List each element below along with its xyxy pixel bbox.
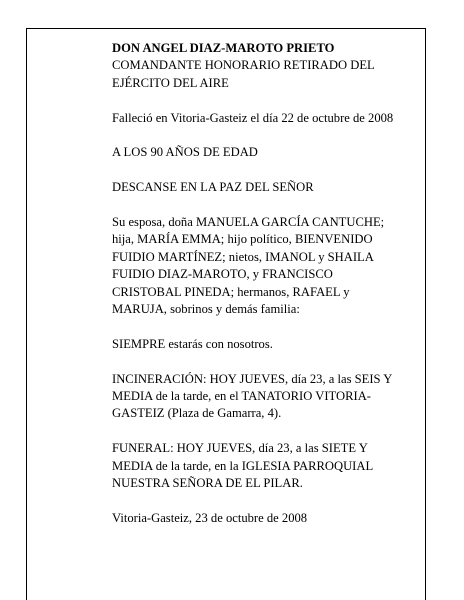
family-line: FUIDIO MARTÍNEZ; nietos, IMANOL y SHAILA [112, 249, 374, 264]
rip-text: DESCANSE EN LA PAZ DEL SEÑOR [112, 180, 314, 195]
cremation-line: MEDIA de la tarde, en el TANATORIO VITORIA- [112, 389, 371, 404]
dateline [112, 510, 412, 527]
funeral-paragraph [112, 440, 412, 492]
rip-statement [112, 179, 412, 196]
death-statement [112, 110, 412, 127]
family-line: CRISTOBAL PINEDA; hermanos, RAFAEL y [112, 284, 350, 299]
cremation-paragraph [112, 371, 412, 423]
family-line: Su esposa, doña MANUELA GARCÍA CANTUCHE; [112, 215, 385, 229]
dateline-text: Vitoria-Gasteiz, 23 de octubre de 2008 [112, 510, 308, 525]
family-line: FUIDIO DIAZ-MAROTO, y FRANCISCO [112, 267, 333, 282]
family-paragraph [112, 214, 412, 318]
funeral-line: MEDIA de la tarde, en la IGLESIA PARROQUIAL [112, 458, 374, 473]
deceased-name: DON ANGEL DIAZ-MAROTO PRIETO [112, 41, 335, 55]
deceased-title [112, 57, 412, 92]
cremation-line: GASTEIZ (Plaza de Gamarra, 4). [112, 406, 282, 421]
cremation-line: INCINERACIÓN: HOY JUEVES, día 23, a las SEIS Y [112, 371, 393, 386]
funeral-line: NUESTRA SEÑORA DE EL PILAR. [112, 476, 303, 491]
death-text: Falleció en Vitoria-Gasteiz el día 22 de octubre de 2008 [112, 110, 394, 125]
obituary-notice [112, 40, 412, 545]
family-line: hija, MARÍA EMMA; hijo político, BIENVENIDO [112, 232, 373, 247]
title-line: COMANDANTE HONORARIO RETIRADO DEL [112, 58, 375, 73]
age-statement [112, 144, 412, 161]
farewell-text: SIEMPRE estarás con nosotros. [112, 336, 273, 351]
funeral-line: FUNERAL: HOY JUEVES, día 23, a las SIETE Y [112, 441, 368, 456]
title-line: EJÉRCITO DEL AIRE [112, 75, 229, 90]
family-line: MARUJA, sobrinos y demás familia: [112, 302, 300, 317]
age-text: A LOS 90 AÑOS DE EDAD [112, 145, 258, 160]
farewell-statement [112, 336, 412, 353]
